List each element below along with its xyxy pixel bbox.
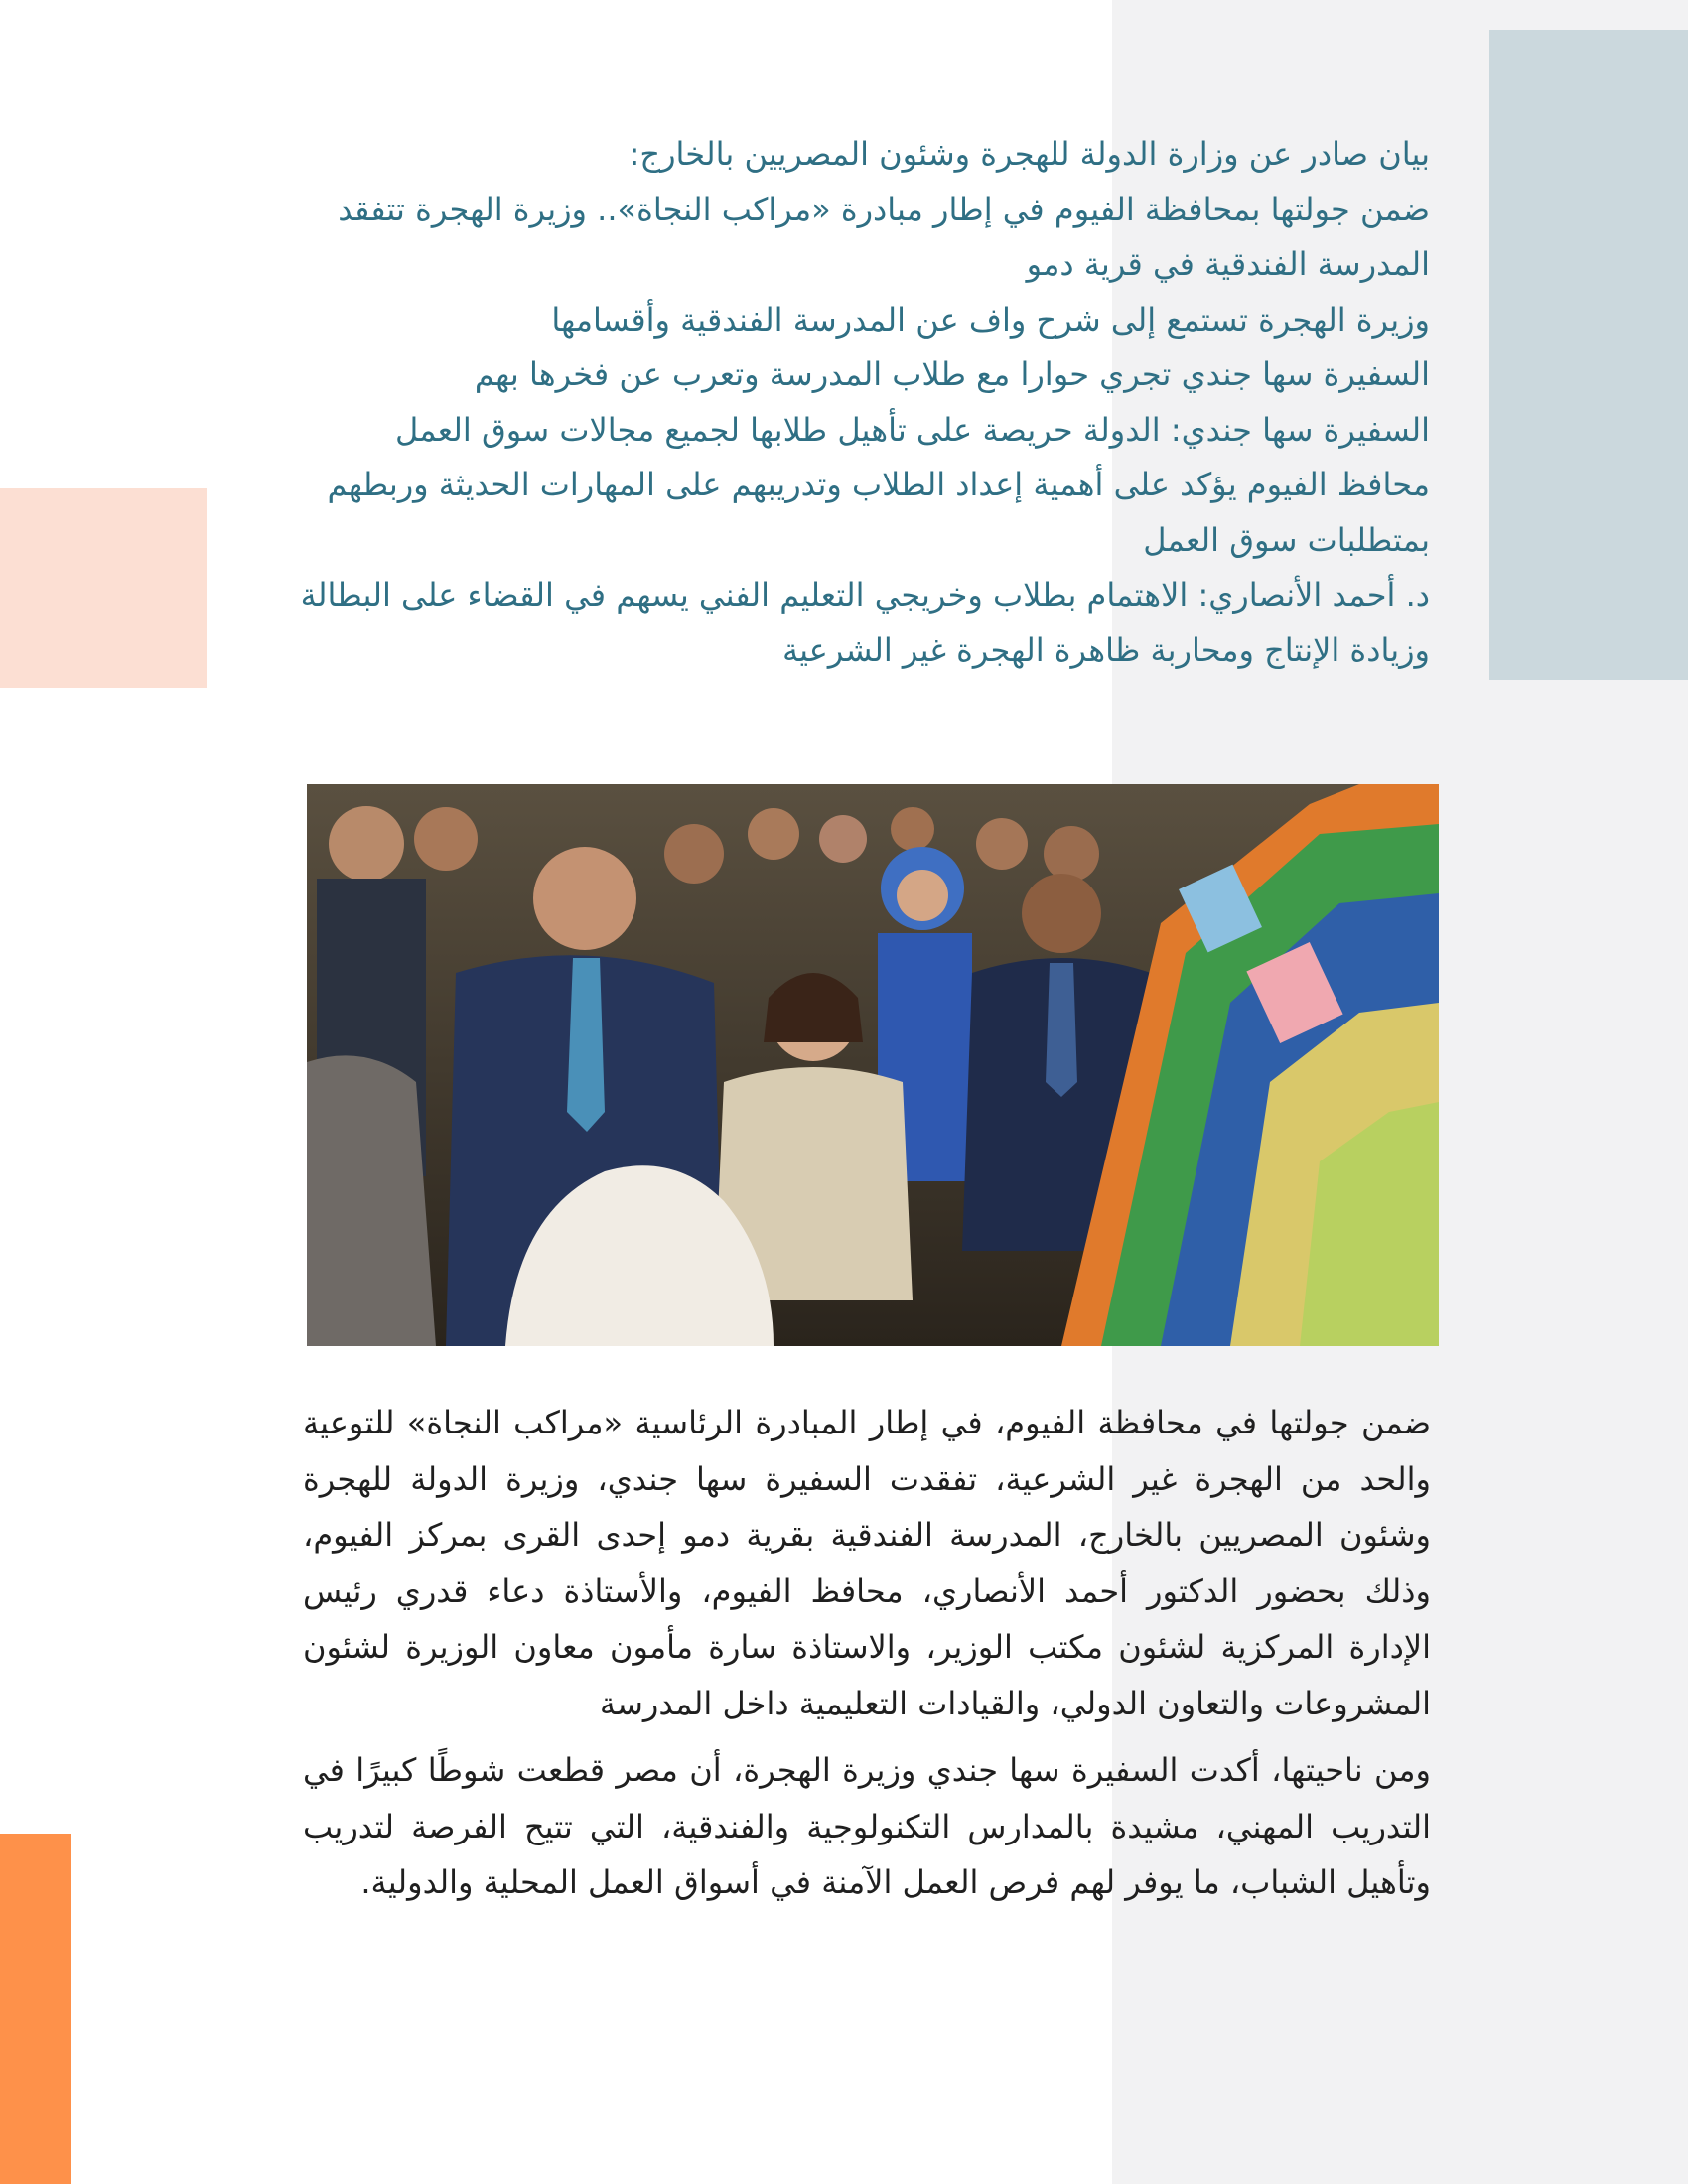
headline-7: د. أحمد الأنصاري: الاهتمام بطلاب وخريجي التعليم الفني يسهم في القضاء على البطالة وزيادة الإنتاج ومحاربة ظاهرة الهجرة غير الشرعية (300, 576, 1430, 669)
paragraph-1: ضمن جولتها في محافظة الفيوم، في إطار المبادرة الرئاسية «مراكب النجاة» للتوعية والحد من الهجرة غير الشرعية، تفقدت السفيرة سها جندي، وزيرة الدولة للهجرة وشئون المصريين بالخارج، المدرسة الفندقية بقرية دمو إحدى القرى بمركز الفيوم، وذلك بحضور الدكتور أحمد الأنصاري، محافظ الفيوم، والأستاذة دعاء قدري رئيس الإدارة المركزية لشئون مكتب الوزير، والاستاذة سارة مأمون معاون الوزيرة لشئون المشروعات والتعاون الدولي، والقيادات التعليمية داخل المدرسة (303, 1404, 1431, 1722)
headline-1: بيان صادر عن وزارة الدولة للهجرة وشئون المصريين بالخارج: (629, 135, 1430, 173)
event-photo (307, 784, 1439, 1346)
headline-4: السفيرة سها جندي تجري حوارا مع طلاب المدرسة وتعرب عن فخرها بهم (474, 355, 1430, 393)
teal-decor-block (1489, 30, 1688, 680)
paragraph-2: ومن ناحيتها، أكدت السفيرة سها جندي وزيرة الهجرة، أن مصر قطعت شوطًا كبيرًا في التدريب المهني، مشيدة بالمدارس التكنولوجية والفندقية، التي تتيح الفرصة لتدريب وتأهيل الشباب، ما يوفر لهم فرص العمل الآمنة في أسواق العمل المحلية والدولية. (303, 1751, 1431, 1901)
peach-decor-block (0, 488, 207, 688)
headline-2: ضمن جولتها بمحافظة الفيوم في إطار مبادرة «مراكب النجاة».. وزيرة الهجرة تتفقد المدرسة الفندقية في قرية دمو (338, 190, 1430, 283)
headline-5: السفيرة سها جندي: الدولة حريصة على تأهيل طلابها لجميع مجالات سوق العمل (394, 410, 1430, 449)
article-body (303, 1395, 1431, 1922)
headline-6: محافظ الفيوم يؤكد على أهمية إعداد الطلاب وتدريبهم على المهارات الحديثة وربطهم بمتطلبات سوق العمل (327, 466, 1430, 559)
headline-list (253, 127, 1430, 678)
event-photo-illustration (307, 784, 1439, 1346)
orange-decor-block (0, 1834, 71, 2184)
headline-3: وزيرة الهجرة تستمع إلى شرح واف عن المدرسة الفندقية وأقسامها (551, 300, 1430, 339)
